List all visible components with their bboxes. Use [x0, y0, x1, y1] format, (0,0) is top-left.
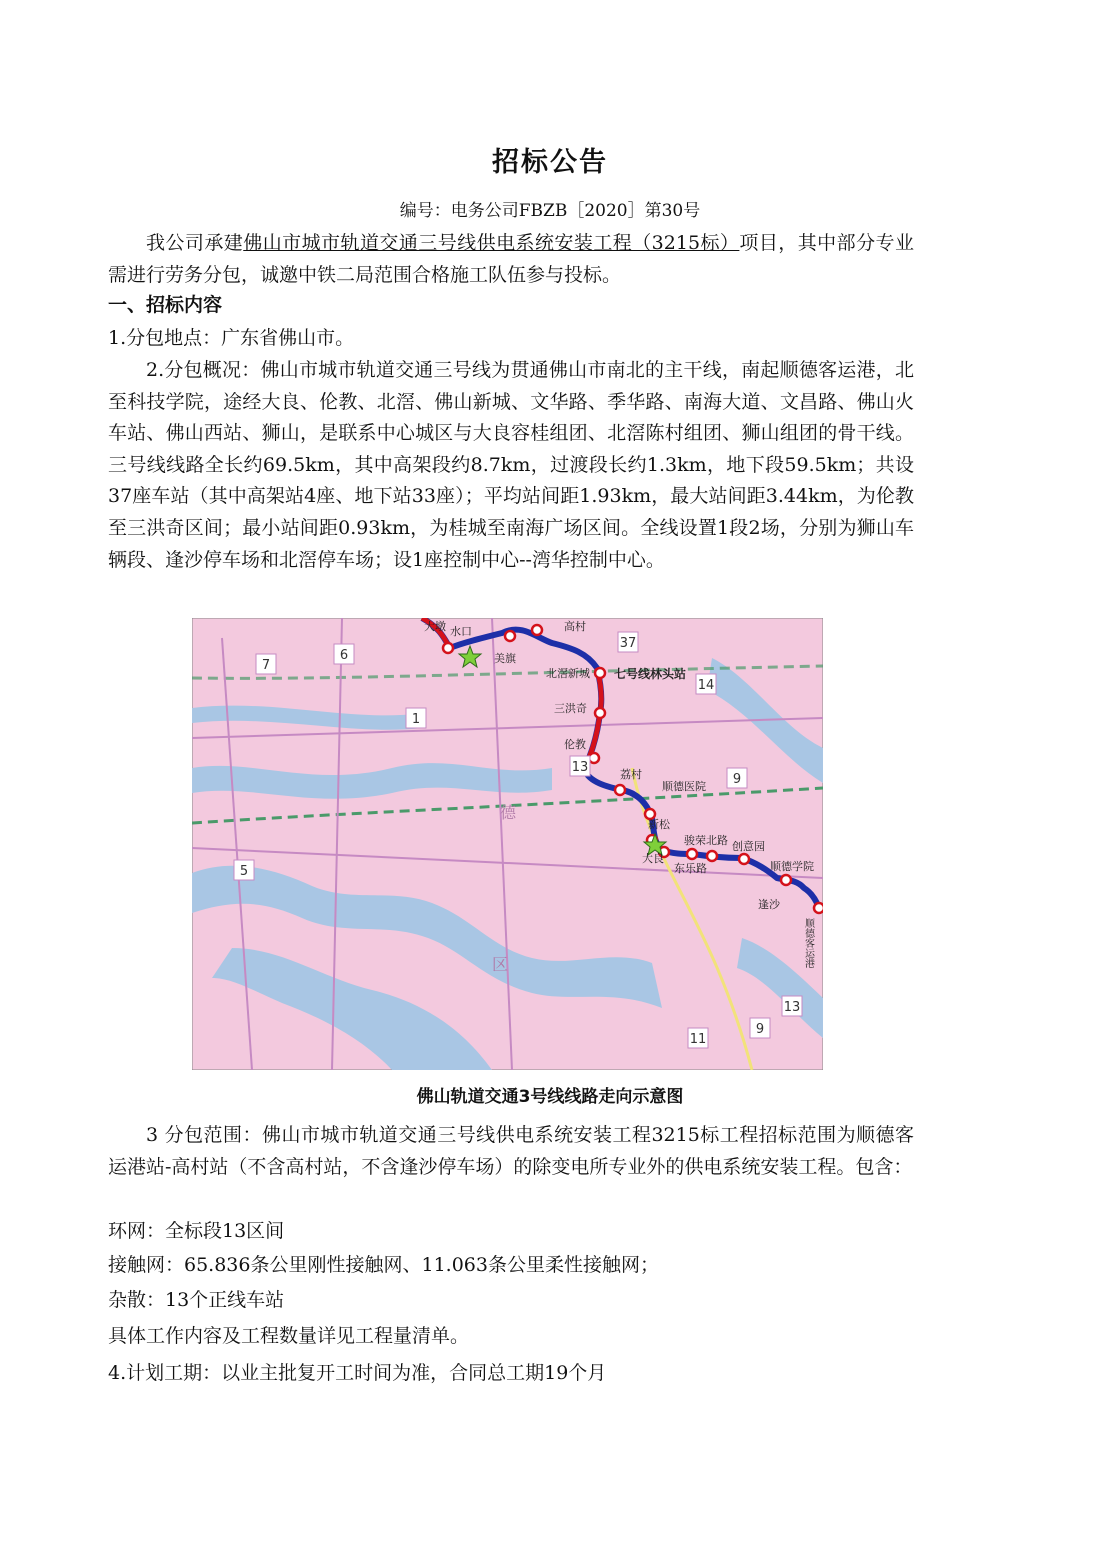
badge-line-14: 14	[697, 678, 715, 693]
station-label: 北滘新城	[546, 667, 590, 680]
badge-line-13b: 13	[783, 1000, 801, 1015]
station-label: 顺德客运港	[802, 918, 814, 968]
section-heading-1: 一、招标内容	[108, 294, 223, 316]
station-label: 高村	[564, 620, 586, 633]
district-mark: 区	[492, 955, 509, 974]
item-location: 1.分包地点：广东省佛山市。	[108, 327, 355, 349]
station-label: 东乐路	[674, 862, 707, 875]
station-label: 逢沙	[758, 898, 780, 911]
badge-line-11: 11	[689, 1032, 707, 1047]
station-label: 美旗	[494, 652, 516, 665]
district-mark: 德	[500, 803, 517, 822]
scope-ring: 环网：全标段13区间	[108, 1220, 285, 1242]
item-overview: 2.分包概况：佛山市城市轨道交通三号线为贯通佛山市南北的主干线，南起顺德客运港，北至科技学院，途经大良、伦教、北滘、佛山新城、文华路、季华路、南海大道、文昌路、佛山火车站、佛山西站、狮山，是联系中心城区与大良容桂组团、北滘陈村组团、狮山组团的骨干线。三号线线路全长约69.5km，其中高架段约8.7km，过渡段长约1.3km，地下段59.5km；共设37座车站（其中高架站4座、地下站33座）；平均站间距1.93km，最大站间距3.44km，为伦教至三洪奇区间；最小站间距0.93km，为桂城至南海广场区间。全线设置1段2场，分别为狮山车辆段、逢沙停车场和北滘停车场；设1座控制中心--湾华控制中心。	[108, 359, 914, 571]
map-caption: 佛山轨道交通3号线线路走向示意图	[416, 1087, 684, 1107]
station-label: 荔村	[620, 768, 642, 781]
badge-line-9: 9	[732, 772, 742, 787]
badge-line-1: 1	[411, 712, 421, 727]
station-label: 顺德学院	[770, 860, 814, 873]
badge-line-13: 13	[571, 760, 589, 775]
station-label: 创意园	[732, 840, 765, 853]
item-schedule: 4.计划工期：以业主批复开工时间为准，合同总工期19个月	[108, 1362, 607, 1384]
scope-detail: 具体工作内容及工程数量详见工程量清单。	[108, 1325, 470, 1347]
route-map	[192, 618, 823, 1070]
badge-line-7: 7	[261, 658, 271, 673]
station-label: 三洪奇	[554, 702, 587, 715]
document-number: 编号：电务公司FBZB［2020］第30号	[399, 201, 701, 221]
badge-line-5: 5	[239, 864, 249, 879]
badge-line-37: 37	[619, 636, 637, 651]
station-label: 大良	[642, 852, 664, 865]
scope-misc: 杂散：13个正线车站	[108, 1289, 285, 1311]
page-title: 招标公告	[492, 147, 608, 178]
station-label: 伦教	[564, 738, 586, 751]
station-label: 七号线林头站	[614, 667, 687, 681]
station-label: 大墩	[424, 620, 446, 633]
badge-line-9b: 9	[755, 1022, 765, 1037]
station-label: 新松	[648, 818, 670, 831]
intro-post: 项目，其中部分专业需进行劳务分包，诚邀中铁二局范围合格施工队伍参与投标。	[108, 232, 914, 286]
project-name: 佛山市城市轨道交通三号线供电系统安装工程（3215标）	[243, 232, 740, 254]
badge-line-6: 6	[339, 648, 349, 663]
station-label: 骏荣北路	[684, 834, 728, 847]
scope-catenary: 接触网：65.836条公里刚性接触网、11.063条公里柔性接触网；	[108, 1254, 659, 1276]
item-scope: 3 分包范围：佛山市城市轨道交通三号线供电系统安装工程3215标工程招标范围为顺德客运港站-高村站（不含高村站，不含逢沙停车场）的除变电所专业外的供电系统安装工程。包含：	[108, 1124, 914, 1178]
intro-pre: 我公司承建	[146, 232, 244, 254]
station-label: 顺德医院	[662, 780, 706, 793]
station-label: 水口	[450, 625, 472, 638]
intro-paragraph	[108, 228, 914, 291]
